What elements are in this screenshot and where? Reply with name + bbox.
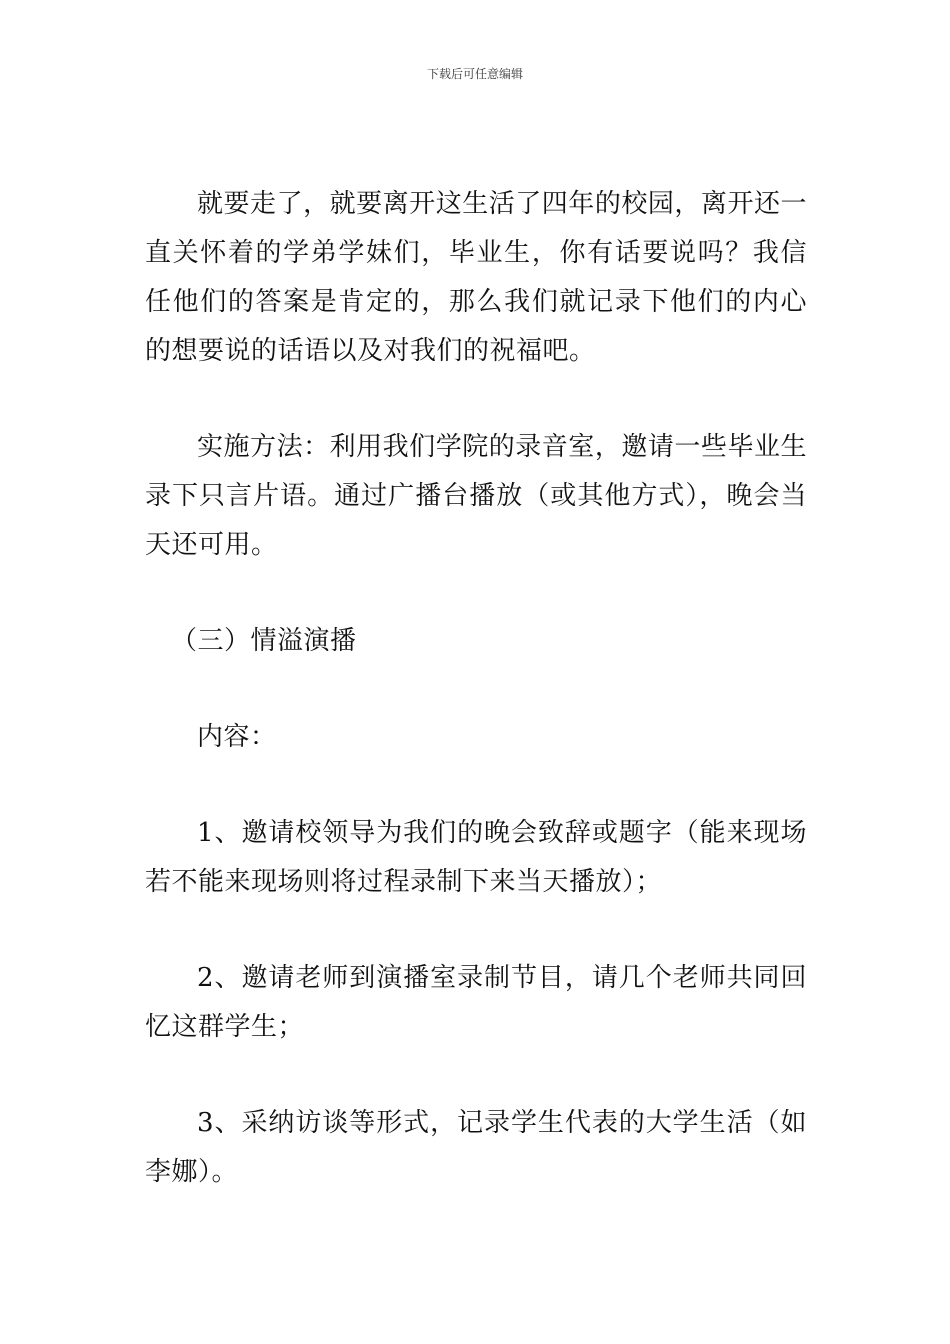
- paragraph-content-label: 内容：: [197, 722, 277, 752]
- paragraph-farewell: 就要走了，就要离开这生活了四年的校园，离开还一直关怀着的学弟学妹们，毕业生，你有话要说吗？我信任他们的答案是肯定的，那么我们就记录下他们的内心的想要说的话语以及对我们的祝福吧。: [145, 189, 807, 366]
- section-heading: （三）情溢演播: [171, 626, 357, 656]
- document-body: [145, 180, 807, 1244]
- list-item-3: 3、采纳访谈等形式，记录学生代表的大学生活（如李娜）。: [145, 1108, 807, 1187]
- header-note: 下载后可任意编辑: [426, 67, 523, 81]
- list-item-2: 2、邀请老师到演播室录制节目，请几个老师共同回忆这群学生；: [145, 963, 807, 1042]
- paragraph-method: 实施方法：利用我们学院的录音室，邀请一些毕业生录下只言片语。通过广播台播放（或其他方式），晚会当天还可用。: [145, 432, 807, 560]
- list-item-1: 1、邀请校领导为我们的晚会致辞或题字（能来现场若不能来现场则将过程录制下来当天播放）；: [145, 818, 807, 897]
